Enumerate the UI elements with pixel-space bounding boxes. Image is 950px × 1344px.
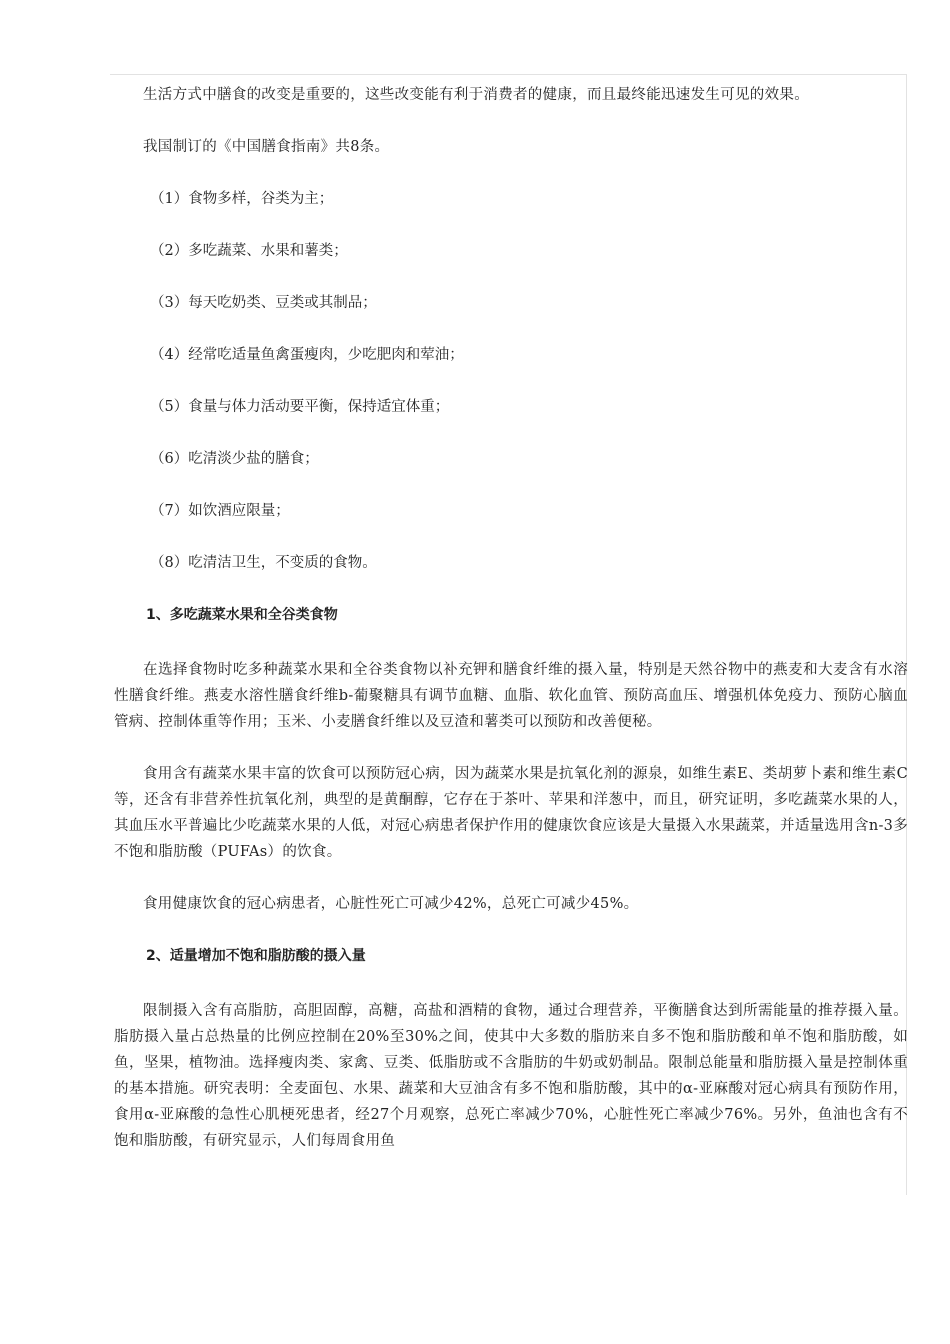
list-item: （7）如饮酒应限量； — [150, 503, 290, 519]
section-heading: 1、多吃蔬菜水果和全谷类食物 — [146, 607, 338, 623]
list-item: （6）吃清淡少盐的膳食； — [150, 451, 319, 467]
section1-paragraph-mortality: 食用健康饮食的冠心病患者，心脏性死亡可减少42%，总死亡可减少45%。 — [143, 896, 639, 912]
section1-paragraph-fiber: 在选择食物时吃多种蔬菜水果和全谷类食物以补充钾和膳食纤维的摄入量，特别是天然谷物中的燕麦和大麦含有水溶性膳食纤维。燕麦水溶性膳食纤维b-葡聚糖具有调节血糖、血脂、软化血管、预防高血压、增强机体免疫力、预防心脑血管病、控制体重等作用；玉米、小麦膳食纤维以及豆渣和薯类可以预防和改善便秘。 — [114, 662, 908, 730]
intro-paragraph: 生活方式中膳食的改变是重要的，这些改变能有利于消费者的健康，而且最终能迅速发生可见的效果。 — [143, 87, 809, 103]
list-item: （5）食量与体力活动要平衡，保持适宜体重； — [150, 399, 450, 415]
list-item: （2）多吃蔬菜、水果和薯类； — [150, 243, 348, 259]
section-heading: 2、适量增加不饱和脂肪酸的摄入量 — [146, 948, 366, 964]
list-item: （8）吃清洁卫生，不变质的食物。 — [150, 555, 377, 571]
section1-paragraph-antioxidants: 食用含有蔬菜水果丰富的饮食可以预防冠心病，因为蔬菜水果是抗氧化剂的源泉，如维生素E、类胡萝卜素和维生素C等，还含有非营养性抗氧化剂，典型的是黄酮醇，它存在于茶叶、苹果和洋葱中，而且，研究证明，多吃蔬菜水果的人，其血压水平普遍比少吃蔬菜水果的人低，对冠心病患者保护作用的健康饮食应该是大量摄入水果蔬菜，并适量选用含n-3多不饱和脂肪酸（PUFAs）的饮食。 — [114, 766, 908, 860]
section2-paragraph-fats: 限制摄入含有高脂肪，高胆固醇，高糖，高盐和酒精的食物，通过合理营养，平衡膳食达到所需能量的推荐摄入量。脂肪摄入量占总热量的比例应控制在20%至30%之间，使其中大多数的脂肪来自多不饱和脂肪酸和单不饱和脂肪酸，如鱼，坚果，植物油。选择瘦肉类、家禽、豆类、低脂肪或不含脂肪的牛奶或奶制品。限制总能量和脂肪摄入量是控制体重的基本措施。研究表明：全麦面包、水果、蔬菜和大豆油含有多不饱和脂肪酸，其中的α-亚麻酸对冠心病具有预防作用，食用α-亚麻酸的急性心肌梗死患者，经27个月观察，总死亡率减少70%，心脏性死亡率减少76%。另外，鱼油也含有不饱和脂肪酸，有研究显示，人们每周食用鱼 — [114, 1003, 908, 1149]
document-body — [114, 82, 908, 1154]
list-item: （4）经常吃适量鱼禽蛋瘦肉，少吃肥肉和荤油； — [150, 347, 464, 363]
intro-guideline-count: 我国制订的《中国膳食指南》共8条。 — [143, 139, 390, 155]
guideline-list — [114, 186, 908, 576]
list-item: （1）食物多样，谷类为主； — [150, 191, 334, 207]
list-item: （3）每天吃奶类、豆类或其制品； — [150, 295, 377, 311]
